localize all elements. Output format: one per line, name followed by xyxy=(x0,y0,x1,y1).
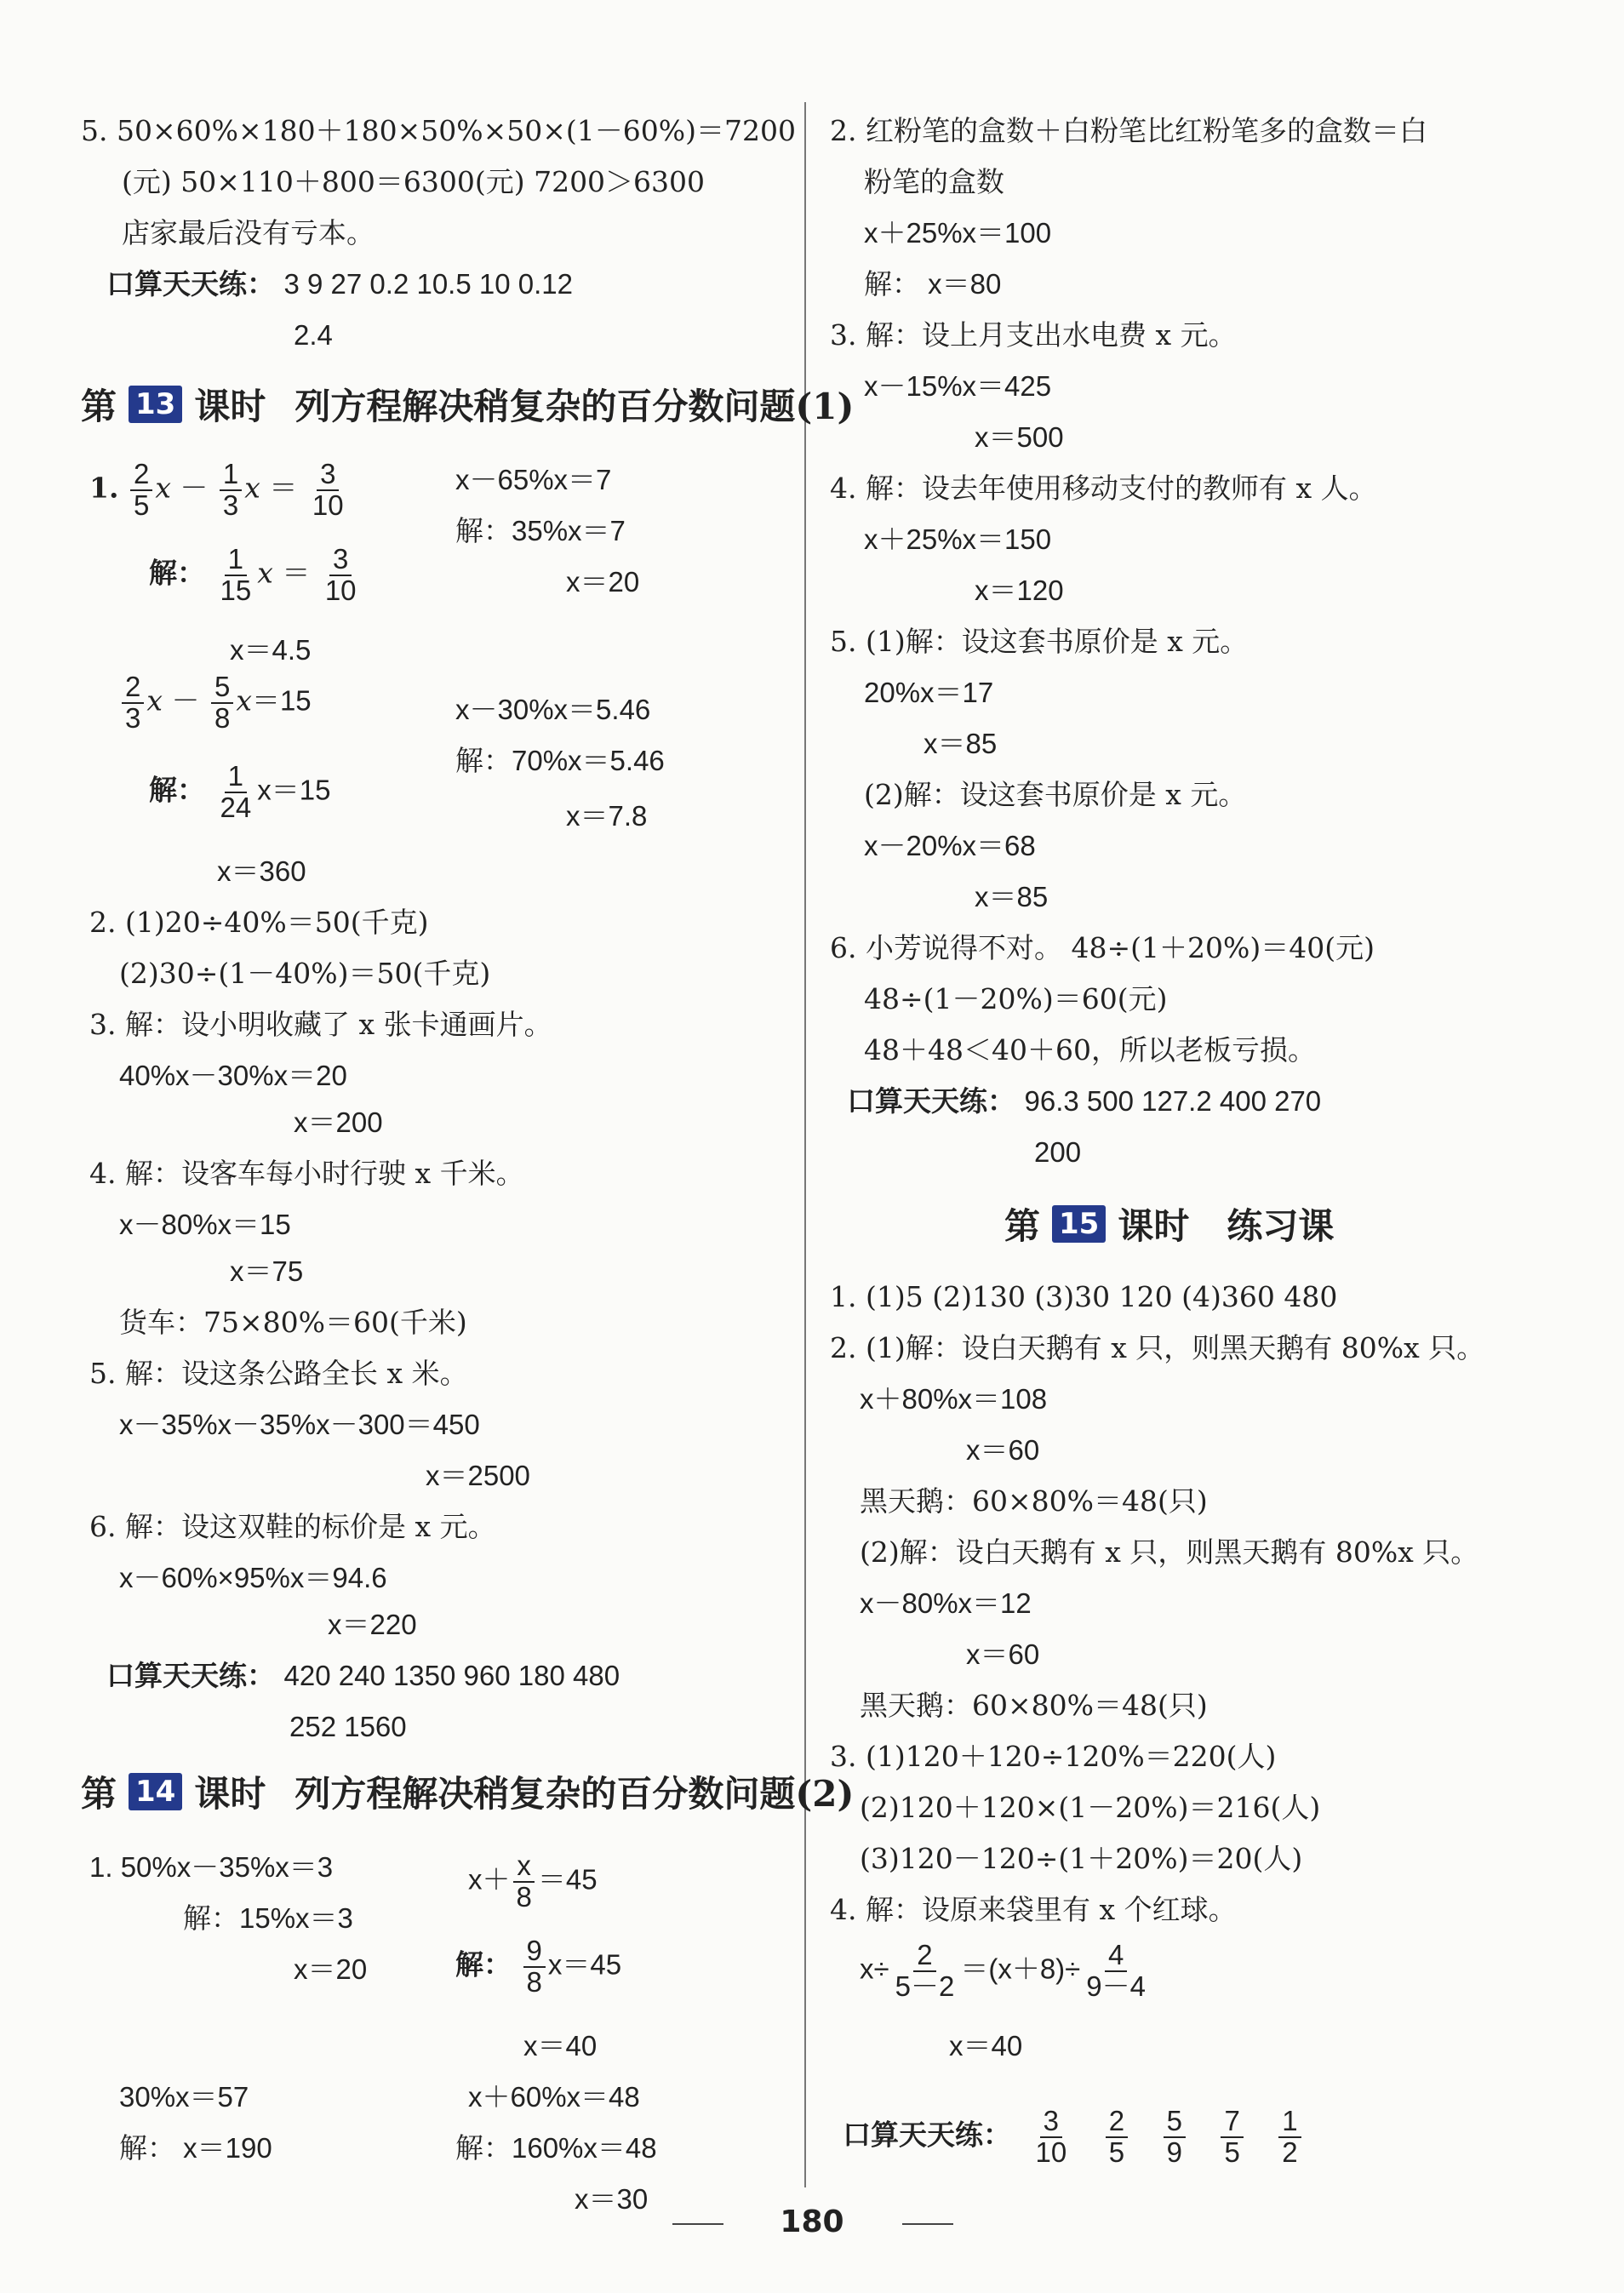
r3-line2: x－15%x＝425 xyxy=(864,370,1052,402)
oral-practice-values: 96.3 500 127.2 400 270 xyxy=(1024,1085,1322,1117)
lesson-13-heading xyxy=(81,379,854,430)
q3-line3: x＝200 xyxy=(294,1106,383,1138)
r5-line6: x＝85 xyxy=(975,881,1049,912)
r3-line1: 3. 解：设上月支出水电费 x 元。 xyxy=(830,318,1237,352)
r2-line2: 粉笔的盒数 xyxy=(864,165,1004,198)
oral-practice-3 xyxy=(847,1081,1321,1122)
p1b-step: 解： $\frac{9}{8}$ x＝45 xyxy=(455,1935,622,1998)
q1a-equation: 1. $\frac{2}{5}$ x － $\frac{1}{3}$ x ＝ $\frac{3}{10}$ xyxy=(89,460,350,520)
q4-line4: 货车：75×80%＝60(千米) xyxy=(119,1306,467,1339)
s2-line6: x－80%x＝12 xyxy=(860,1587,1032,1619)
s2-line2: x＋80%x＝108 xyxy=(860,1383,1048,1415)
p1c-equation: 30%x＝57 xyxy=(119,2081,249,2113)
q1d-answer: x＝7.8 xyxy=(566,800,648,832)
s4-line1: 4. 解：设原来袋里有 x 个红球。 xyxy=(830,1893,1237,1926)
fraction: $\frac{1}{2}$ xyxy=(1278,2107,1301,2167)
oral-practice-values: 3 9 27 0.2 10.5 10 0.12 xyxy=(283,268,573,300)
oral-practice-values: 420 240 1350 960 180 480 xyxy=(283,1660,620,1691)
q2-line2: (2)30÷(1－40%)＝50(千克) xyxy=(119,957,491,990)
oral-practice-1 xyxy=(106,264,573,305)
fraction: $\frac{x}{8}$ xyxy=(513,1851,535,1912)
p1a-equation: 1. 50%x－35%x＝3 xyxy=(89,1851,334,1883)
lesson-prefix: 第 xyxy=(1004,1205,1041,1247)
r2-line4: 解： x＝80 xyxy=(864,268,1002,300)
answer-5-line3: 店家最后没有亏本。 xyxy=(122,216,375,249)
q5-line2: x－35%x－35%x－300＝450 xyxy=(119,1409,480,1440)
p1a-step: 解：15%x＝3 xyxy=(183,1902,353,1934)
q1d-step: 解：70%x＝5.46 xyxy=(455,745,665,776)
fraction: $\frac{7}{5}$ xyxy=(1221,2107,1243,2167)
oral-practice-label: 口算天天练： xyxy=(106,267,275,300)
p1d-step: 解：160%x＝48 xyxy=(455,2132,657,2164)
s2-line4: 黑天鹅：60×80%＝48(只) xyxy=(860,1484,1208,1518)
fraction: $\frac{5}{9}$ xyxy=(1164,2107,1186,2167)
r2-line1: 2. 红粉笔的盒数＋白粉笔比红粉笔多的盒数＝白 xyxy=(830,114,1427,147)
oral-practice-4 xyxy=(843,2107,1304,2167)
r5-line5: x－20%x＝68 xyxy=(864,830,1036,861)
q1d-equation: x－30%x＝5.46 xyxy=(455,694,651,725)
lesson-title: 练习课 xyxy=(1227,1205,1335,1247)
answer-5-line2: (元) 50×110＋800＝6300(元) 7200＞6300 xyxy=(122,165,706,198)
oral-practice-label: 口算天天练： xyxy=(106,1659,275,1692)
p1d-answer: x＝30 xyxy=(575,2183,649,2215)
lesson-suffix: 课时 xyxy=(1118,1205,1190,1247)
q1a-answer: x＝4.5 xyxy=(230,634,312,666)
s1-line: 1. (1)5 (2)130 (3)30 120 (4)360 480 xyxy=(830,1280,1338,1313)
p1b-equation: x＋ $\frac{x}{8}$ ＝45 xyxy=(468,1850,598,1913)
answer-5-line1: 5. 50×60%×180＋180×50%×50×(1－60%)＝7200 xyxy=(81,114,796,147)
lesson-suffix: 课时 xyxy=(194,386,266,427)
q1b-answer: x＝20 xyxy=(566,566,640,598)
q1b-equation: x－65%x＝7 xyxy=(455,464,612,495)
s2-line8: 黑天鹅：60×80%＝48(只) xyxy=(860,1689,1208,1722)
fraction: $\frac{2}{5}$ xyxy=(130,460,152,520)
lesson-prefix: 第 xyxy=(81,386,117,427)
fraction: $\frac{2}{3}$ xyxy=(122,672,144,733)
q3-line2: 40%x－30%x＝20 xyxy=(119,1060,347,1091)
s2-line1: 2. (1)解：设白天鹅有 x 只，则黑天鹅有 80%x 只。 xyxy=(830,1331,1485,1364)
oral-practice-2-cont: 252 1560 xyxy=(289,1711,407,1742)
oral-practice-label: 口算天天练： xyxy=(843,2118,1011,2152)
s2-line5: (2)解：设白天鹅有 x 只，则黑天鹅有 80%x 只。 xyxy=(860,1535,1479,1569)
lesson-15-heading xyxy=(1004,1198,1334,1249)
q6-line3: x＝220 xyxy=(328,1609,417,1640)
r4-line1: 4. 解：设去年使用移动支付的教师有 x 人。 xyxy=(830,472,1377,505)
s3-line2: (2)120＋120×(1－20%)＝216(人) xyxy=(860,1791,1321,1824)
q1a-step: 解： $\frac{1}{15}$ x ＝ $\frac{3}{10}$ xyxy=(149,545,363,605)
oral-practice-label: 口算天天练： xyxy=(847,1084,1015,1118)
fraction: $\frac{1}{15}$ xyxy=(220,543,252,606)
r5-line3: x＝85 xyxy=(924,728,998,759)
p1b-answer: x＝40 xyxy=(523,2030,598,2061)
r6-line1: 6. 小芳说得不对。 48÷(1＋20%)＝40(元) xyxy=(830,931,1375,964)
r6-line2: 48÷(1－20%)＝60(元) xyxy=(864,982,1168,1015)
lesson-number-badge: 14 xyxy=(129,1773,182,1810)
q1-label: 1. xyxy=(89,471,119,505)
fraction: $\frac{4}{9-4}$ xyxy=(1086,1939,1147,2002)
s3-line3: (3)120－120÷(1＋20%)＝20(人) xyxy=(860,1842,1303,1875)
q4-line2: x－80%x＝15 xyxy=(119,1209,291,1240)
lesson-title: 列方程解决稍复杂的百分数问题(2) xyxy=(294,1773,855,1815)
q5-line3: x＝2500 xyxy=(426,1460,530,1491)
p1c-step: 解： x＝190 xyxy=(119,2132,272,2164)
q5-line1: 5. 解：设这条公路全长 x 米。 xyxy=(89,1357,468,1390)
fraction: $\frac{2}{5-2}$ xyxy=(895,1939,955,2002)
oral-practice-3-cont: 200 xyxy=(1034,1136,1082,1168)
q6-line2: x－60%×95%x＝94.6 xyxy=(119,1562,387,1593)
fraction: $\frac{3}{10}$ xyxy=(1035,2105,1067,2168)
page-number: 180 xyxy=(780,2204,844,2239)
fraction: $\frac{2}{5}$ xyxy=(1106,2107,1128,2167)
fraction: $\frac{3}{10}$ xyxy=(324,543,357,606)
lesson-14-heading xyxy=(81,1766,854,1817)
r5-line2: 20%x＝17 xyxy=(864,677,994,708)
r6-line3: 48＋48＜40＋60，所以老板亏损。 xyxy=(864,1033,1316,1066)
fraction: $\frac{9}{8}$ xyxy=(523,1936,546,1997)
p1d-equation: x＋60%x＝48 xyxy=(468,2081,640,2113)
r5-line4: (2)解：设这套书原价是 x 元。 xyxy=(864,778,1247,811)
q2-line1: 2. (1)20÷40%＝50(千克) xyxy=(89,906,429,939)
lesson-number-badge: 13 xyxy=(129,386,182,423)
p1a-answer: x＝20 xyxy=(294,1953,368,1985)
oral-practice-1-cont: 2.4 xyxy=(294,319,333,351)
lesson-number-badge: 15 xyxy=(1052,1205,1106,1243)
fraction: $\frac{5}{8}$ xyxy=(211,672,233,733)
footer-rule-right xyxy=(902,2223,953,2225)
oral-practice-2 xyxy=(106,1655,620,1696)
s2-line7: x＝60 xyxy=(966,1638,1040,1670)
r3-line3: x＝500 xyxy=(975,421,1064,453)
r4-line2: x＋25%x＝150 xyxy=(864,523,1052,555)
fraction: $\frac{3}{10}$ xyxy=(312,458,344,521)
s4-equation: x÷ $\frac{2}{5-2}$ ＝(x＋8)÷ $\frac{4}{9-4}$ xyxy=(860,1941,1152,2001)
lesson-title: 列方程解决稍复杂的百分数问题(1) xyxy=(294,386,855,427)
r4-line3: x＝120 xyxy=(975,575,1064,606)
s3-line1: 3. (1)120＋120÷120%＝220(人) xyxy=(830,1740,1277,1773)
q1c-step: 解： $\frac{1}{24}$ x＝15 xyxy=(149,760,331,823)
s2-line3: x＝60 xyxy=(966,1434,1040,1466)
q4-line1: 4. 解：设客车每小时行驶 x 千米。 xyxy=(89,1157,524,1190)
lesson-suffix: 课时 xyxy=(194,1773,266,1815)
lesson-prefix: 第 xyxy=(81,1773,117,1815)
fraction: $\frac{1}{24}$ xyxy=(220,760,252,823)
q6-line1: 6. 解：设这双鞋的标价是 x 元。 xyxy=(89,1510,496,1543)
q1b-step: 解：35%x＝7 xyxy=(455,515,626,546)
q4-line3: x＝75 xyxy=(230,1255,304,1287)
q1c-equation: $\frac{2}{3}$ x － $\frac{5}{8}$ x＝15 xyxy=(119,672,312,733)
r2-line3: x＋25%x＝100 xyxy=(864,217,1052,249)
q3-line1: 3. 解：设小明收藏了 x 张卡通画片。 xyxy=(89,1008,552,1041)
q1c-answer: x＝360 xyxy=(217,855,306,887)
r5-line1: 5. (1)解：设这套书原价是 x 元。 xyxy=(830,625,1249,658)
s4-answer: x＝40 xyxy=(949,2030,1023,2061)
fraction: $\frac{1}{3}$ xyxy=(220,460,242,520)
